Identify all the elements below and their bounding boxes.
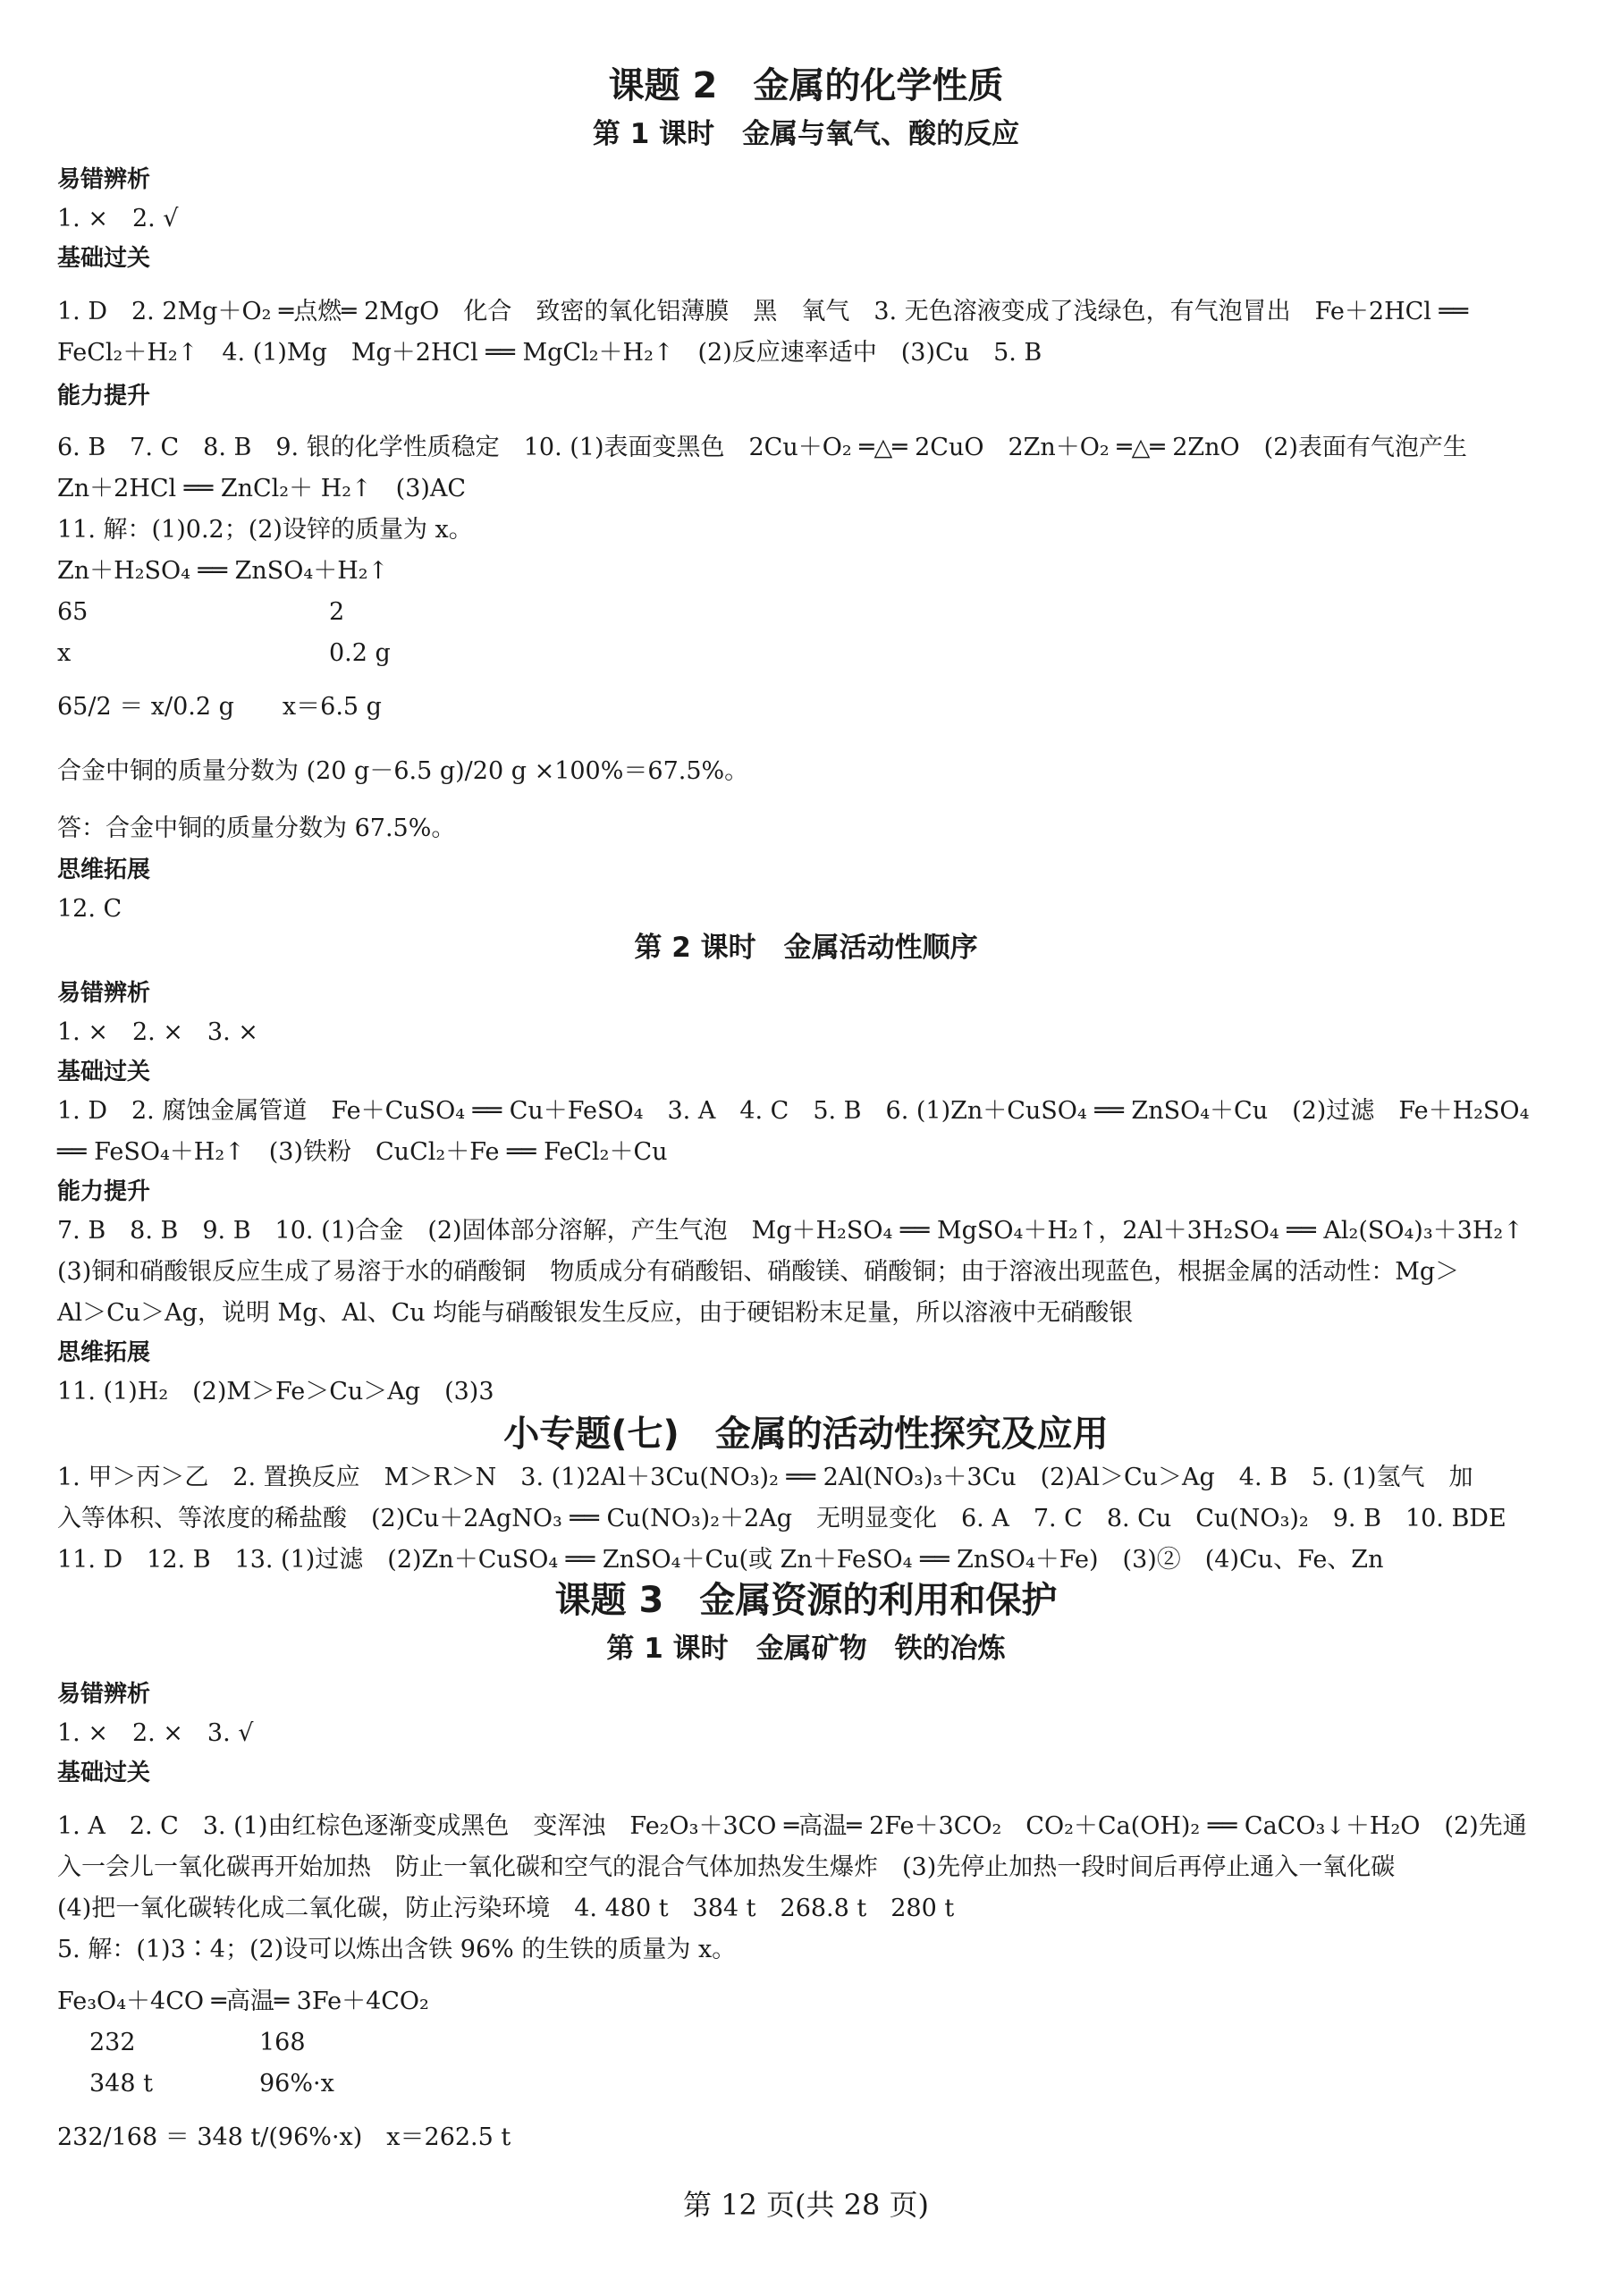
calc-line: 96%·x <box>259 2070 334 2098</box>
answer-line: 入等体积、等浓度的稀盐酸 (2)Cu＋2AgNO₃ ══ Cu(NO₃)₂＋2Ag 无明显变化 6. A 7. C 8. Cu Cu(NO₃)₂ 9. B 10. BDE <box>57 1505 1507 1532</box>
heading-yicuo: 易错辨析 <box>57 166 151 193</box>
answer-line: 12. C <box>57 895 122 923</box>
answer-line: FeCl₂＋H₂↑ 4. (1)Mg Mg＋2HCl ══ MgCl₂＋H₂↑ (2)反应速率适中 (3)Cu 5. B <box>57 339 1042 367</box>
lesson-subtitle: 第 1 课时 金属矿物 铁的冶炼 <box>606 1633 1006 1665</box>
equation-line: Fe₃O₄＋4CO ═高温═ 3Fe＋4CO₂ <box>57 1988 429 2015</box>
equation-line: Zn＋H₂SO₄ ══ ZnSO₄＋H₂↑ <box>57 557 389 585</box>
section-title: 课题 3 金属资源的利用和保护 <box>554 1580 1058 1621</box>
calc-line: 232/168 ＝ 348 t/(96%·x) x＝262.5 t <box>57 2123 511 2151</box>
answer-line: 11. (1)H₂ (2)M＞Fe＞Cu＞Ag (3)3 <box>57 1378 494 1405</box>
heading-yicuo: 易错辨析 <box>57 980 151 1007</box>
heading-siwei: 思维拓展 <box>57 1339 151 1366</box>
answer-line: 1. × 2. √ <box>57 205 179 232</box>
answer-line: 1. D 2. 腐蚀金属管道 Fe＋CuSO₄ ══ Cu＋FeSO₄ 3. A 4. C 5. B 6. (1)Zn＋CuSO₄ ══ ZnSO₄＋Cu (2)过滤 Fe＋H₂SO₄ <box>57 1097 1530 1125</box>
answer-line: 1. × 2. × 3. √ <box>57 1719 254 1747</box>
calc-line: 合金中铜的质量分数为 (20 g－6.5 g)/20 g ×100%＝67.5%。 <box>57 757 749 785</box>
heading-yicuo: 易错辨析 <box>57 1681 151 1708</box>
calc-line: x <box>57 639 72 667</box>
section-title: 课题 2 金属的化学性质 <box>608 65 1004 106</box>
answer-line: 1. D 2. 2Mg＋O₂ ═点燃═ 2MgO 化合 致密的氧化铝薄膜 黑 氧气 3. 无色溶液变成了浅绿色，有气泡冒出 Fe＋2HCl ══ <box>57 298 1469 325</box>
answer-line: 5. 解：(1)3∶4；(2)设可以炼出含铁 96% 的生铁的质量为 x。 <box>57 1936 737 1963</box>
page-number: 第 12 页(共 28 页) <box>682 2188 930 2222</box>
section-title: 小专题(七) 金属的活动性探究及应用 <box>503 1414 1109 1455</box>
answer-line: 11. D 12. B 13. (1)过滤 (2)Zn＋CuSO₄ ══ ZnSO₄＋Cu(或 Zn＋FeSO₄ ══ ZnSO₄＋Fe) (3)② (4)Cu、Fe、Zn <box>57 1546 1384 1574</box>
answer-line: (4)把一氧化碳转化成二氧化碳，防止污染环境 4. 480 t 384 t 268.8 t 280 t <box>57 1895 955 1922</box>
answer-line: 答：合金中铜的质量分数为 67.5%。 <box>57 815 456 842</box>
calc-line: 348 t <box>89 2070 153 2098</box>
heading-siwei: 思维拓展 <box>57 857 151 883</box>
answer-line: Al＞Cu＞Ag，说明 Mg、Al、Cu 均能与硝酸银发生反应，由于硬铝粉末足量，所以溶液中无硝酸银 <box>57 1299 1134 1327</box>
answer-line: 11. 解：(1)0.2；(2)设锌的质量为 x。 <box>57 516 473 544</box>
answer-line: 1. 甲＞丙＞乙 2. 置换反应 M＞R＞N 3. (1)2Al＋3Cu(NO₃)₂ ══ 2Al(NO₃)₃＋3Cu (2)Al＞Cu＞Ag 4. B 5. (1)氢气 加 <box>57 1464 1473 1491</box>
answer-line: 1. × 2. × 3. × <box>57 1018 258 1046</box>
calc-line: 65/2 ＝ x/0.2 g x＝6.5 g <box>57 693 382 721</box>
calc-line: 0.2 g <box>329 639 391 667</box>
answer-line: 6. B 7. C 8. B 9. 银的化学性质稳定 10. (1)表面变黑色 2Cu＋O₂ ═△═ 2CuO 2Zn＋O₂ ═△═ 2ZnO (2)表面有气泡产生 <box>57 434 1467 461</box>
heading-nengli: 能力提升 <box>57 383 151 409</box>
calc-line: 2 <box>329 598 345 626</box>
answer-line: 入一会儿一氧化碳再开始加热 防止一氧化碳和空气的混合气体加热发生爆炸 (3)先停止加热一段时间后再停止通入一氧化碳 <box>57 1853 1396 1881</box>
calc-line: 168 <box>259 2029 306 2056</box>
lesson-subtitle: 第 1 课时 金属与氧气、酸的反应 <box>592 118 1020 150</box>
calc-line: 65 <box>57 598 89 626</box>
heading-jichu: 基础过关 <box>57 1059 151 1085</box>
answer-line: (3)铜和硝酸银反应生成了易溶于水的硝酸铜 物质成分有硝酸铝、硝酸镁、硝酸铜；由于溶液出现蓝色，根据金属的活动性：Mg＞ <box>57 1258 1460 1286</box>
lesson-subtitle: 第 2 课时 金属活动性顺序 <box>634 932 978 964</box>
heading-jichu: 基础过关 <box>57 245 151 272</box>
answer-line: 1. A 2. C 3. (1)由红棕色逐渐变成黑色 变浑浊 Fe₂O₃＋3CO ═高温═ 2Fe＋3CO₂ CO₂＋Ca(OH)₂ ══ CaCO₃↓＋H₂O (2)先通 <box>57 1812 1527 1840</box>
answer-line: ══ FeSO₄＋H₂↑ (3)铁粉 CuCl₂＋Fe ══ FeCl₂＋Cu <box>57 1138 668 1166</box>
heading-nengli: 能力提升 <box>57 1178 151 1205</box>
heading-jichu: 基础过关 <box>57 1760 151 1786</box>
calc-line: 232 <box>89 2029 136 2056</box>
answer-line: 7. B 8. B 9. B 10. (1)合金 (2)固体部分溶解，产生气泡 Mg＋H₂SO₄ ══ MgSO₄＋H₂↑，2Al＋3H₂SO₄ ══ Al₂(SO₄)₃＋3H₂↑ <box>57 1217 1523 1245</box>
answer-line: Zn＋2HCl ══ ZnCl₂＋ H₂↑ (3)AC <box>57 475 467 502</box>
